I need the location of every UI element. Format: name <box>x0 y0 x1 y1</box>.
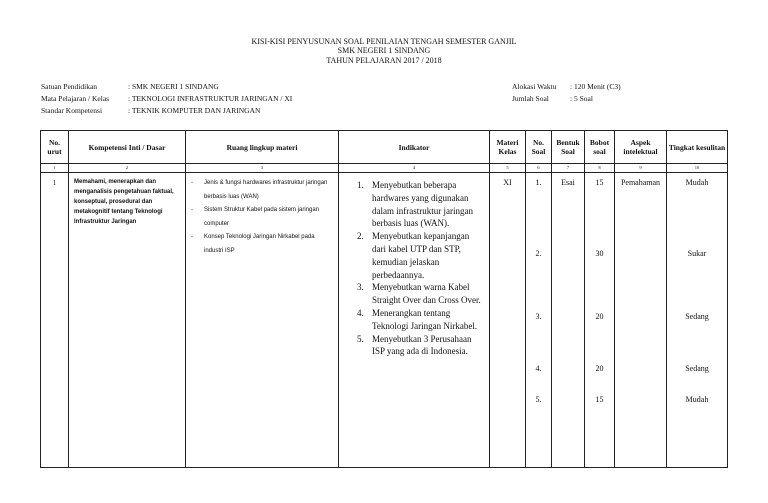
list-item: 5. Menyebutkan 3 Perusahaan ISP yang ada di Indonesia. <box>366 333 485 359</box>
row-number: 1 <box>41 173 69 468</box>
col-header: No. Soal <box>526 131 552 164</box>
tingkat-kesulitan: Sedang <box>685 364 709 373</box>
standar-label: Standar Kompetensi <box>41 106 103 115</box>
col-number: 4 <box>339 164 490 173</box>
no-soal: 3. <box>535 312 542 321</box>
col-number: 2 <box>69 164 186 173</box>
col-number: 6 <box>526 164 552 173</box>
jumlah-label: Jumlah Soal <box>512 94 549 103</box>
col-number: 9 <box>615 164 667 173</box>
col-header: No. urut <box>41 131 69 164</box>
table-row <box>41 173 728 468</box>
col-header: Indikator <box>339 131 490 164</box>
list-item: 4. Menerangkan tentang Teknologi Jaringan Nirkabel. <box>366 307 485 333</box>
materi-kelas-cell <box>490 173 526 468</box>
col-header: Materi Kelas <box>490 131 526 164</box>
bentuk-soal-cell <box>552 173 585 468</box>
col-number: 5 <box>490 164 526 173</box>
col-header: Ruang lingkup materi <box>186 131 339 164</box>
indikator-list <box>339 173 489 358</box>
list-item: - Sistem Struktur Kabel pada sistem jaringan computer <box>191 204 335 231</box>
tingkat-kesulitan: Sukar <box>687 249 707 258</box>
standar-value: : TEKNIK KOMPUTER DAN JARINGAN <box>128 106 261 115</box>
materi-kelas: XI <box>503 178 512 187</box>
bobot: 15 <box>595 395 604 404</box>
jumlah-value: : 5 Soal <box>570 94 593 103</box>
kompetensi-cell: Memahami, menerapkan dan menganalisis pengetahuan faktual, konseptual, prosedural dan metakognitif tentang Teknologi Infrastruktur Jaringan <box>69 173 186 468</box>
bobot: 20 <box>595 312 604 321</box>
list-item: - Konsep Teknologi Jaringan Nirkabel pada industri ISP <box>191 231 335 258</box>
header-row <box>41 131 728 164</box>
col-number: 8 <box>585 164 615 173</box>
no-soal: 5. <box>535 395 542 404</box>
ruang-lingkup-list <box>186 173 338 258</box>
no-soal: 1. <box>535 178 542 187</box>
bobot: 15 <box>595 178 604 187</box>
ruang-lingkup-cell <box>186 173 339 468</box>
col-number: 7 <box>552 164 585 173</box>
list-item: - Jenis & fungsi hardwares infrastruktur jaringan berbasis luas (WAN) <box>191 177 335 204</box>
aspek-cell <box>615 173 667 468</box>
mapel-value: : TEKNOLOGI INFRASTRUKTUR JARINGAN / XI <box>128 94 293 103</box>
satuan-value: : SMK NEGERI 1 SINDANG <box>128 82 219 91</box>
tingkat-cell <box>667 173 728 468</box>
col-header: Kompetensi Inti / Dasar <box>69 131 186 164</box>
col-number: 10 <box>667 164 728 173</box>
list-item: 2. Menyebutkan kepanjangan dari kabel UTP dan STP, kemudian jelaskan perbedaannya. <box>366 230 485 281</box>
kisi-kisi-table <box>40 130 728 468</box>
col-header: Bentuk Soal <box>552 131 585 164</box>
bobot: 30 <box>595 249 604 258</box>
tingkat-kesulitan: Sedang <box>685 312 709 321</box>
tingkat-kesulitan: Mudah <box>685 178 709 187</box>
col-header: Tingkat kesulitan <box>667 131 728 164</box>
column-number-row <box>41 164 728 173</box>
col-header: Bobot soal <box>585 131 615 164</box>
school-name: SMK NEGERI 1 SINDANG <box>337 46 431 55</box>
mapel-label: Mata Pelajaran / Kelas <box>41 94 110 103</box>
bentuk-soal: Esai <box>561 178 575 187</box>
aspek-intelektual: Pemahaman <box>620 178 661 187</box>
col-number: 3 <box>186 164 339 173</box>
doc-title: KISI-KISI PENYUSUNAN SOAL PENILAIAN TENGAH SEMESTER GANJIL <box>251 37 517 46</box>
col-header: Aspek intelektual <box>615 131 667 164</box>
no-soal-cell <box>526 173 552 468</box>
col-number: 1 <box>41 164 69 173</box>
academic-year: TAHUN PELAJARAN 2017 / 2018 <box>326 56 442 65</box>
list-item: 1. Menyebutkan beberapa hardwares yang digunakan dalam infrastruktur jaringan berbasis luas (WAN). <box>366 179 485 230</box>
alokasi-label: Alokasi Waktu <box>512 82 557 91</box>
no-soal: 4. <box>535 364 542 373</box>
alokasi-value: : 120 Menit (C3) <box>570 82 621 91</box>
bobot: 20 <box>595 364 604 373</box>
list-item: 3. Menyebutkan warna Kabel Straight Over dan Cross Over. <box>366 281 485 307</box>
tingkat-kesulitan: Mudah <box>685 395 709 404</box>
indikator-cell <box>339 173 490 468</box>
no-soal: 2. <box>535 249 542 258</box>
bobot-cell <box>585 173 615 468</box>
satuan-label: Satuan Pendidikan <box>41 82 98 91</box>
